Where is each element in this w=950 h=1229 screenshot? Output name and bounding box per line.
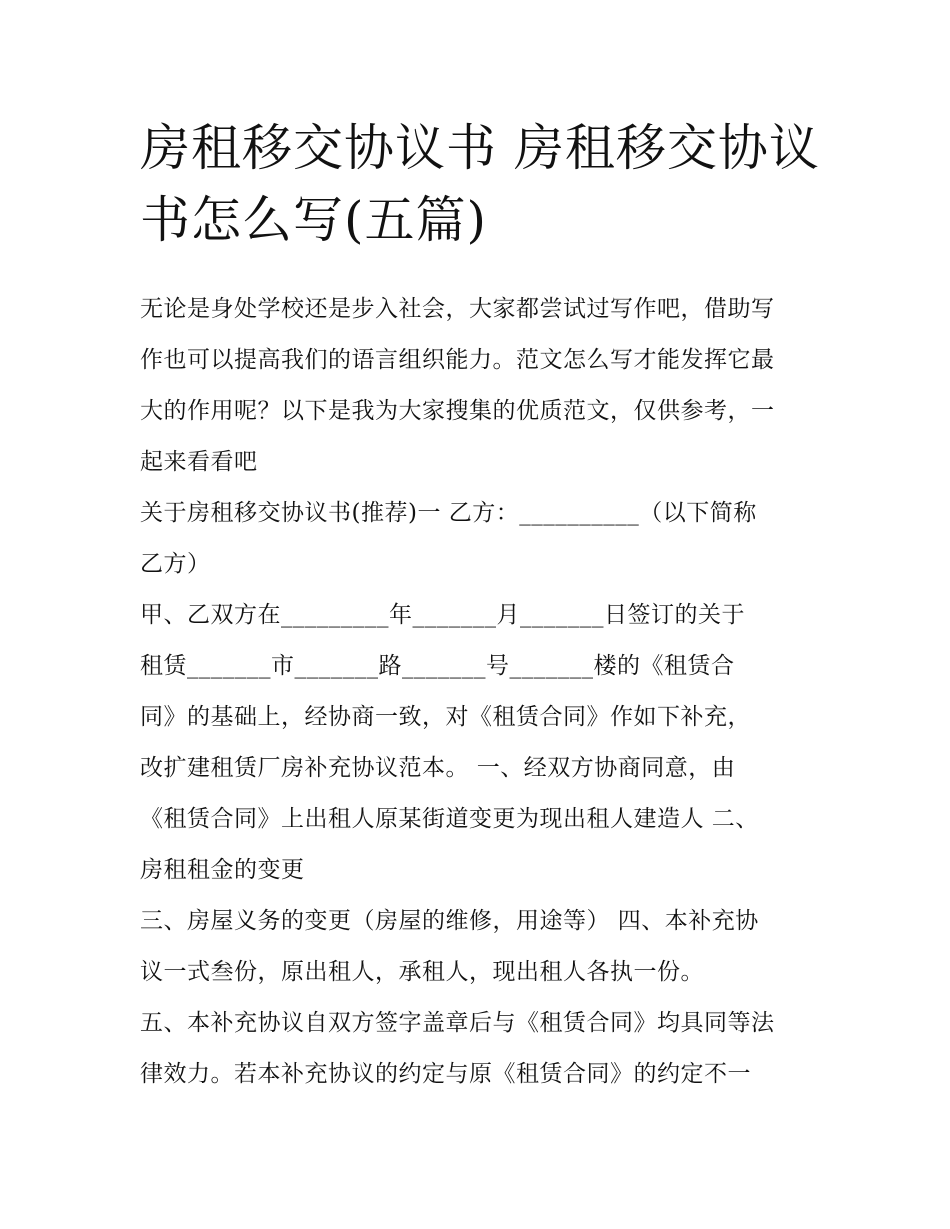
parties-paragraph [140,488,820,590]
text-line: 无论是身处学校还是步入社会，大家都尝试过写作吧，借助写 [140,296,775,322]
text-line: 五、本补充协议自双方签字盖章后与《租赁合同》均具同等法 [140,1010,775,1036]
text-line: 起来看看吧 [140,449,258,475]
text-line: 作也可以提高我们的语言组织能力。范文怎么写才能发挥它最 [140,347,775,373]
clause-five-paragraph [140,998,820,1100]
text-line: 改扩建租赁厂房补充协议范本。 一、经双方协商同意，由 [140,755,736,781]
intro-paragraph [140,284,820,488]
text-line: 同》的基础上，经协商一致，对《租赁合同》作如下补充， [140,704,751,730]
title-line: 书怎么写(五篇) [140,191,488,249]
text-line: 租赁_______市_______路_______号_______楼的《租赁合 [140,653,735,679]
clause-three-four-paragraph [140,896,820,998]
text-line: 三、房屋义务的变更（房屋的维修，用途等） 四、本补充协 [140,908,759,934]
text-line: 律效力。若本补充协议的约定与原《租赁合同》的约定不一 [140,1061,751,1087]
title-line: 房租移交协议书 房租移交协议 [140,119,820,177]
text-line: 关于房租移交协议书(推荐)一 乙方：__________（以下简称 [140,500,757,526]
document-page [140,112,820,1100]
text-line: 甲、乙双方在_________年_______月_______日签订的关于 [140,602,745,628]
text-line: 《租赁合同》上出租人原某街道变更为现出租人建造人 二、 [140,806,759,832]
text-line: 大的作用呢？以下是我为大家搜集的优质范文，仅供参考，一 [140,398,775,424]
document-title [140,112,820,256]
text-line: 议一式叁份，原出租人，承租人，现出租人各执一份。 [140,959,704,985]
text-line: 乙方） [140,551,211,577]
text-line: 房租租金的变更 [140,857,305,883]
agreement-paragraph [140,590,820,896]
